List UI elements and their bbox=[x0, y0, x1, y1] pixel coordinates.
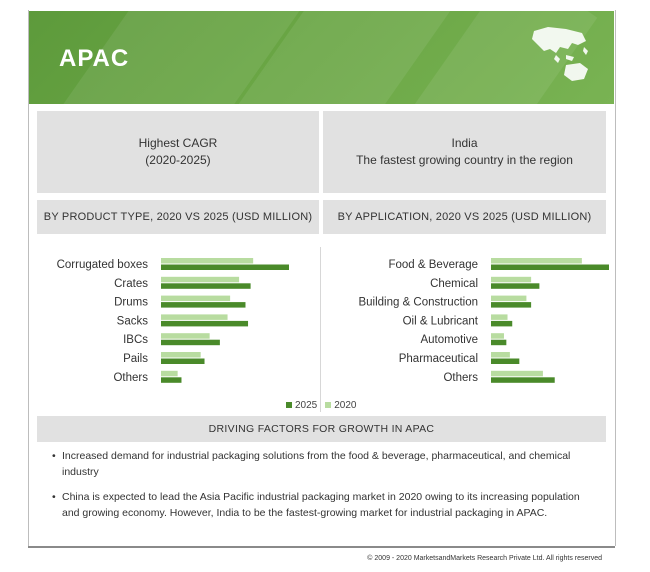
legend-item-2025 bbox=[286, 400, 317, 411]
legend-item-2020 bbox=[325, 400, 356, 411]
bar-2025 bbox=[491, 265, 609, 271]
asia-pacific-map-icon bbox=[526, 25, 596, 83]
bar-2025 bbox=[491, 302, 531, 308]
bar-2020 bbox=[491, 277, 531, 283]
bar-2025 bbox=[161, 265, 289, 271]
bar-2025 bbox=[161, 302, 245, 308]
bar-2025 bbox=[491, 359, 519, 365]
fastest-country-desc: The fastest growing country in the region bbox=[356, 153, 573, 167]
bar-2020 bbox=[491, 352, 510, 358]
bar-2025 bbox=[161, 321, 248, 327]
chart-legend bbox=[286, 400, 357, 411]
legend-label-2020: 2020 bbox=[334, 400, 357, 411]
bar-2020 bbox=[161, 314, 228, 320]
category-label: Sacks bbox=[116, 315, 148, 328]
drivers-title: DRIVING FACTORS FOR GROWTH IN APAC bbox=[37, 416, 606, 442]
legend-swatch-2020 bbox=[325, 402, 331, 408]
chart-divider bbox=[320, 247, 321, 412]
bar-2020 bbox=[161, 277, 239, 283]
bar-2025 bbox=[491, 377, 555, 383]
application-chart-title: BY APPLICATION, 2020 VS 2025 (USD MILLION) bbox=[323, 200, 606, 234]
category-label: Oil & Lubricant bbox=[402, 315, 478, 328]
bar-2025 bbox=[491, 340, 506, 346]
category-label: Others bbox=[443, 371, 478, 384]
copyright-text: © 2009 - 2020 MarketsandMarkets Research Private Ltd. All rights reserved bbox=[367, 555, 602, 562]
bar-2025 bbox=[161, 283, 251, 289]
driver-item: • Increased demand for industrial packaging solutions from the food & beverage, pharmaceutical, and chemical industry bbox=[52, 448, 600, 480]
bar-2020 bbox=[161, 352, 201, 358]
bar-2020 bbox=[161, 296, 230, 302]
bar-2020 bbox=[491, 333, 504, 339]
bar-2020 bbox=[161, 333, 210, 339]
highest-cagr-label: Highest CAGR bbox=[138, 136, 218, 150]
driver-item: • China is expected to lead the Asia Pacific industrial packaging market in 2020 owing to its increasing population and growing economy. However, India to be the fastest-growing market for industrial packaging in APAC. bbox=[52, 489, 600, 521]
bar-2020 bbox=[491, 258, 582, 264]
product-type-chart-title: BY PRODUCT TYPE, 2020 VS 2025 (USD MILLION) bbox=[37, 200, 319, 234]
bar-2025 bbox=[491, 283, 539, 289]
category-label: Chemical bbox=[430, 277, 478, 290]
bar-2025 bbox=[161, 340, 220, 346]
category-label: Corrugated boxes bbox=[56, 259, 148, 271]
bar-2025 bbox=[161, 377, 181, 383]
bar-2020 bbox=[491, 371, 543, 377]
category-label: IBCs bbox=[123, 334, 148, 347]
category-label: Pharmaceutical bbox=[398, 353, 478, 365]
bar-2020 bbox=[491, 296, 526, 302]
category-label: Food & Beverage bbox=[388, 259, 478, 271]
banner-title: APAC bbox=[59, 45, 130, 72]
bar-2025 bbox=[491, 321, 512, 327]
category-label: Pails bbox=[123, 353, 148, 365]
bar-2020 bbox=[161, 258, 253, 264]
region-banner bbox=[29, 11, 614, 104]
category-label: Automotive bbox=[420, 334, 478, 347]
category-label: Drums bbox=[114, 296, 148, 309]
bottom-rule bbox=[28, 546, 615, 548]
highest-cagr-box bbox=[37, 111, 319, 193]
bar-2020 bbox=[161, 371, 178, 377]
legend-label-2025: 2025 bbox=[295, 400, 318, 411]
application-chart bbox=[325, 256, 615, 396]
drivers-list bbox=[52, 448, 600, 530]
category-label: Building & Construction bbox=[358, 296, 478, 309]
category-label: Crates bbox=[114, 277, 148, 290]
bar-2020 bbox=[491, 314, 508, 320]
fastest-country-box bbox=[323, 111, 606, 193]
fastest-country-name: India bbox=[451, 136, 478, 150]
product-type-chart bbox=[30, 256, 320, 396]
highest-cagr-period: (2020-2025) bbox=[145, 153, 211, 167]
bar-2025 bbox=[161, 359, 205, 365]
category-label: Others bbox=[113, 371, 148, 384]
legend-swatch-2025 bbox=[286, 402, 292, 408]
